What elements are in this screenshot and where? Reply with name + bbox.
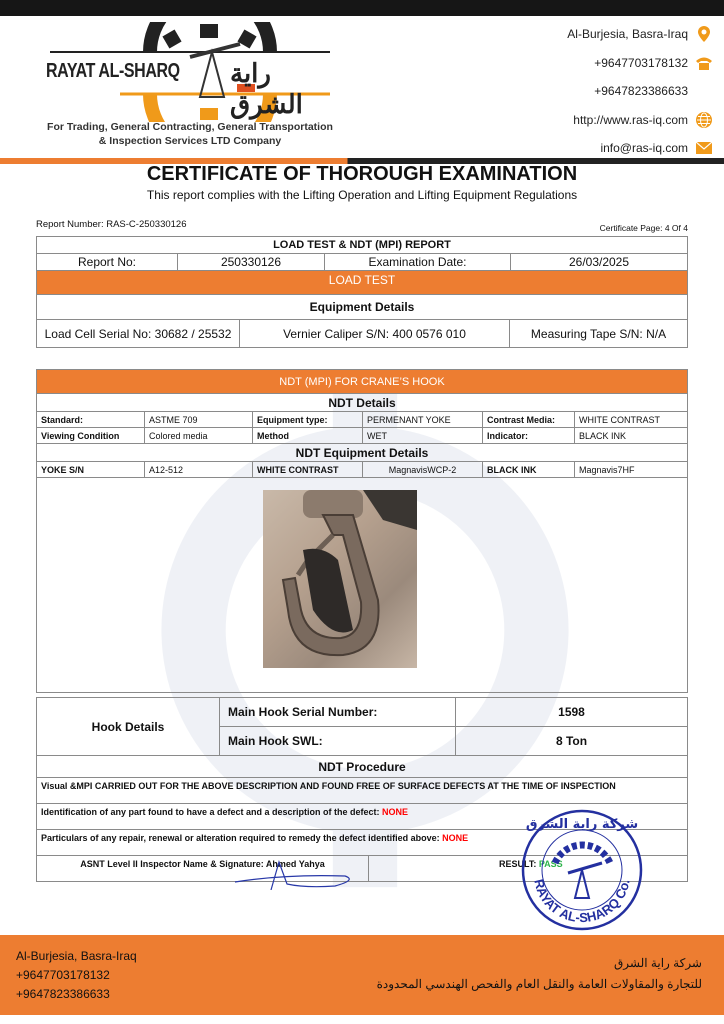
standard-value: ASTME 709 (145, 412, 253, 428)
photo-cell (37, 478, 688, 693)
main-hook-serial-value: 1598 (456, 698, 688, 727)
equipment-type-label: Equipment type: (253, 412, 363, 428)
viewing-condition-label: Viewing Condition (37, 428, 145, 444)
logo-text-ar: راية الشرق (230, 58, 303, 119)
equipment-table (36, 319, 688, 348)
defect-value: NONE (382, 807, 409, 817)
email-link[interactable]: info@ras-iq.com (600, 141, 688, 156)
viewing-condition-value: Colored media (145, 428, 253, 444)
repair-value: NONE (442, 833, 469, 843)
globe-icon (696, 112, 712, 128)
yoke-sn-value: A12-512 (145, 462, 253, 478)
phone-2-text[interactable]: +9647823386633 (594, 84, 688, 99)
load-test-heading: LOAD TEST (37, 271, 688, 295)
black-ink-label: BLACK INK (483, 462, 575, 478)
measuring-tape-serial: Measuring Tape S/N: N/A (510, 320, 688, 348)
certificate-page: Certificate Page: 4 Of 4 (599, 223, 688, 233)
footer-phone-1[interactable]: +9647703178132 (16, 968, 110, 982)
report-heading: LOAD TEST & NDT (MPI) REPORT (37, 237, 688, 254)
footer-arabic-line-1: شركة راية الشرق (613, 956, 702, 970)
footer-phone-2[interactable]: +9647823386633 (16, 987, 110, 1001)
logo-text-en: RAYAT AL-SHARQ (46, 60, 180, 82)
top-bar (0, 0, 724, 16)
website-link[interactable]: http://www.ras-iq.com (573, 112, 688, 127)
svg-text:شركة راية الشرق: شركة راية الشرق (525, 817, 639, 832)
indicator-value: BLACK INK (575, 428, 688, 444)
white-contrast-label: WHITE CONTRAST (253, 462, 363, 478)
company-stamp-icon (520, 808, 644, 932)
black-ink-value: Magnavis7HF (575, 462, 688, 478)
result-value: PASS (538, 859, 563, 869)
ndt-equipment-heading: NDT Equipment Details (37, 444, 688, 462)
phone-icon (696, 55, 712, 71)
defect-label: Identification of any part found to have a defect and a description of the defect: (41, 807, 383, 817)
report-no-value: 250330126 (178, 254, 325, 271)
company-logo (30, 22, 350, 152)
main-hook-serial-label: Main Hook Serial Number: (220, 698, 456, 727)
white-contrast-value: MagnavisWCP-2 (363, 462, 483, 478)
procedure-statement: Visual &MPI CARRIED OUT FOR THE ABOVE DESCRIPTION AND FOUND FREE OF SURFACE DEFECTS AT THE TIME OF INSPECTION (37, 778, 688, 804)
footer-address: Al-Burjesia, Basra-Iraq (16, 949, 137, 963)
equipment-details-heading: Equipment Details (37, 295, 688, 320)
indicator-label: Indicator: (483, 428, 575, 444)
location-pin-icon (696, 26, 712, 42)
svg-text:RAYAT AL-SHARQ Co.: RAYAT AL-SHARQ Co. (531, 877, 633, 926)
contact-phone-1[interactable] (522, 49, 712, 78)
ndt-table (36, 369, 688, 693)
crane-hook-photo (263, 490, 417, 668)
contrast-media-value: WHITE CONTRAST (575, 412, 688, 428)
result-label: RESULT: (499, 859, 539, 869)
load-test-table (36, 236, 688, 320)
hook-details-table (36, 697, 688, 756)
yoke-sn-label: YOKE S/N (37, 462, 145, 478)
ndt-section-heading: NDT (MPI) FOR CRANE’S HOOK (37, 370, 688, 394)
vernier-caliper-serial: Vernier Caliper S/N: 400 0576 010 (240, 320, 510, 348)
footer-arabic-line-2: للتجارة والمقاولات العامة والنقل العام والفحص الهندسي المحدودة (376, 977, 702, 991)
page-subtitle: This report complies with the Lifting Operation and Lifting Equipment Regulations (146, 188, 578, 202)
main-hook-swl-value: 8 Ton (456, 727, 688, 756)
tagline-line-1: For Trading, General Contracting, General Transportation (47, 121, 333, 133)
signature-icon (225, 860, 365, 890)
exam-date-label: Examination Date: (325, 254, 511, 271)
standard-label: Standard: (37, 412, 145, 428)
method-value: WET (363, 428, 483, 444)
contact-phone-2[interactable] (522, 77, 712, 106)
contrast-media-label: Contrast Media: (483, 412, 575, 428)
page-title: CERTIFICATE OF THOROUGH EXAMINATION (146, 163, 578, 185)
report-number: Report Number: RAS-C-250330126 (36, 219, 187, 230)
footer (0, 935, 724, 1015)
hook-details-label: Hook Details (37, 698, 220, 756)
footer-contact (16, 947, 137, 1004)
inspector-label: ASNT Level II Inspector Name & Signature: Ahmed Yahya (80, 859, 325, 869)
exam-date-value: 26/03/2025 (511, 254, 688, 271)
ndt-details-heading: NDT Details (37, 394, 688, 412)
load-cell-serial: Load Cell Serial No: 30682 / 25532 (37, 320, 240, 348)
report-no-label: Report No: (37, 254, 178, 271)
footer-arabic (377, 953, 702, 995)
method-label: Method (253, 428, 363, 444)
contact-info (522, 20, 712, 163)
company-tagline (30, 120, 350, 148)
procedure-heading: NDT Procedure (37, 756, 688, 778)
contact-address (522, 20, 712, 49)
equipment-type-value: PERMENANT YOKE (363, 412, 483, 428)
inspector-signature-cell (37, 856, 369, 882)
crane-hook-icon (263, 490, 417, 668)
phone-1-text[interactable]: +9647703178132 (594, 55, 688, 70)
address-text: Al-Burjesia, Basra-Iraq (567, 27, 688, 42)
repair-label: Particulars of any repair, renewal or alteration required to remedy the defect identified above: (41, 833, 443, 843)
contact-website[interactable] (522, 106, 712, 135)
main-hook-swl-label: Main Hook SWL: (220, 727, 456, 756)
envelope-icon (696, 140, 712, 156)
tagline-line-2: & Inspection Services LTD Company (98, 135, 282, 147)
